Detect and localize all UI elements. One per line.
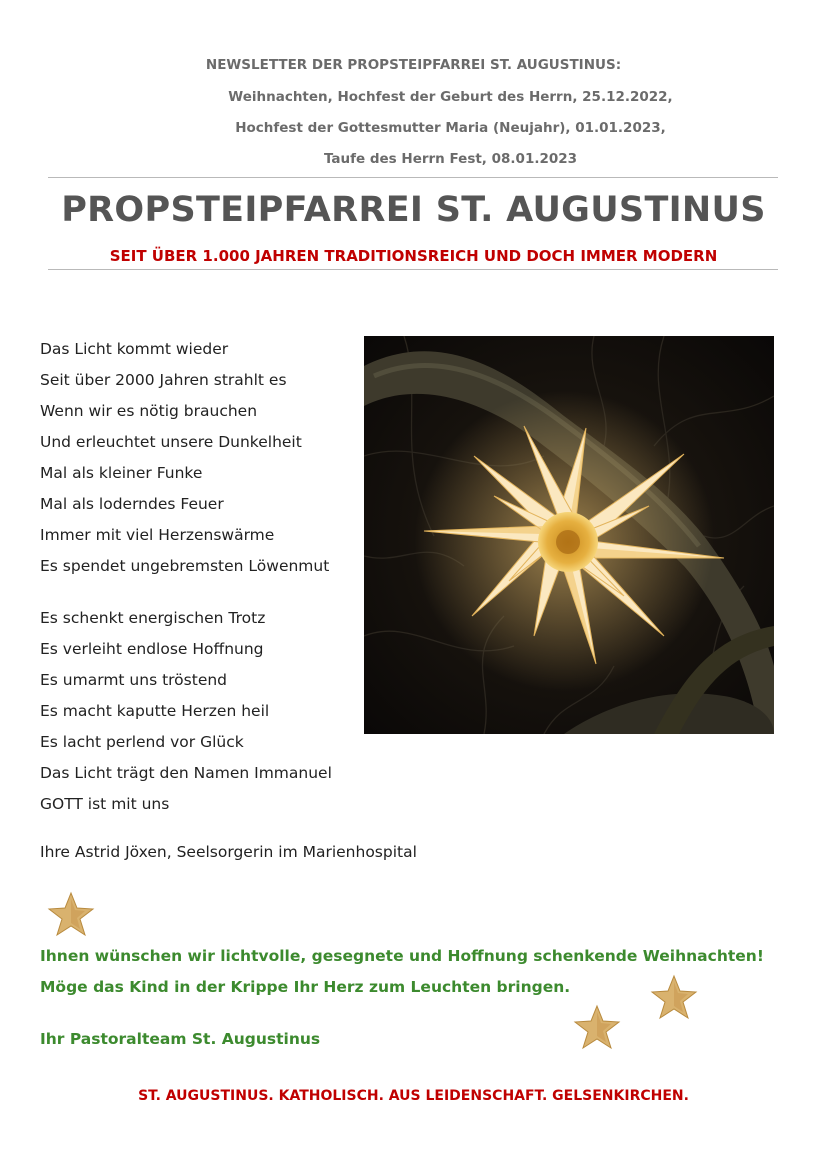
gold-star-icon bbox=[650, 974, 698, 1020]
top-divider bbox=[48, 177, 778, 178]
poem-line: Es macht kaputte Herzen heil bbox=[40, 702, 270, 720]
page-subtitle: SEIT ÜBER 1.000 JAHREN TRADITIONSREICH UND DOCH IMMER MODERN bbox=[109, 247, 718, 265]
title-divider bbox=[48, 269, 778, 270]
poem-line: Mal als kleiner Funke bbox=[40, 464, 203, 482]
poem-line: Seit über 2000 Jahren strahlt es bbox=[40, 371, 287, 389]
poem bbox=[40, 334, 332, 820]
poem-line: GOTT ist mit uns bbox=[40, 795, 170, 813]
newsletter-heading: NEWSLETTER DER PROPSTEIPFARREI ST. AUGUSTINUS: bbox=[205, 57, 622, 73]
poem-line: Mal als loderndes Feuer bbox=[40, 495, 224, 513]
sender-line: Ihr Pastoralteam St. Augustinus bbox=[40, 1030, 321, 1048]
poem-line: Immer mit viel Herzenswärme bbox=[40, 526, 275, 544]
poem-line: Das Licht trägt den Namen Immanuel bbox=[40, 764, 332, 782]
gold-star-icon bbox=[573, 1004, 621, 1050]
footer-slogan: ST. AUGUSTINUS. KATHOLISCH. AUS LEIDENSCHAFT. GELSENKIRCHEN. bbox=[138, 1088, 689, 1104]
poem-line: Das Licht kommt wieder bbox=[40, 340, 229, 358]
poem-line: Es lacht perlend vor Glück bbox=[40, 733, 244, 751]
poem-line: Wenn wir es nötig brauchen bbox=[40, 402, 258, 420]
christmas-greeting: Ihnen wünschen wir lichtvolle, gesegnete und Hoffnung schenkende Weihnachten! bbox=[40, 947, 764, 965]
gold-star-icon bbox=[47, 891, 95, 937]
poem-line: Es spendet ungebremsten Löwenmut bbox=[40, 557, 330, 575]
poem-line: Es umarmt uns tröstend bbox=[40, 671, 228, 689]
blessing-line: Möge das Kind in der Krippe Ihr Herz zum Leuchten bringen. bbox=[40, 978, 571, 996]
moravian-star-photo bbox=[364, 336, 774, 734]
poem-signature: Ihre Astrid Jöxen, Seelsorgerin im Marienhospital bbox=[40, 843, 417, 861]
date-line-christmas: Weihnachten, Hochfest der Geburt des Herrn, 25.12.2022, bbox=[228, 89, 673, 105]
date-line-baptism: Taufe des Herrn Fest, 08.01.2023 bbox=[323, 151, 578, 167]
poem-line: Es verleiht endlose Hoffnung bbox=[40, 640, 264, 658]
page-title: PROPSTEIPFARREI ST. AUGUSTINUS bbox=[61, 190, 766, 230]
poem-line: Und erleuchtet unsere Dunkelheit bbox=[40, 433, 302, 451]
date-line-new-year: Hochfest der Gottesmutter Maria (Neujahr), 01.01.2023, bbox=[235, 120, 666, 136]
poem-line: Es schenkt energischen Trotz bbox=[40, 609, 266, 627]
